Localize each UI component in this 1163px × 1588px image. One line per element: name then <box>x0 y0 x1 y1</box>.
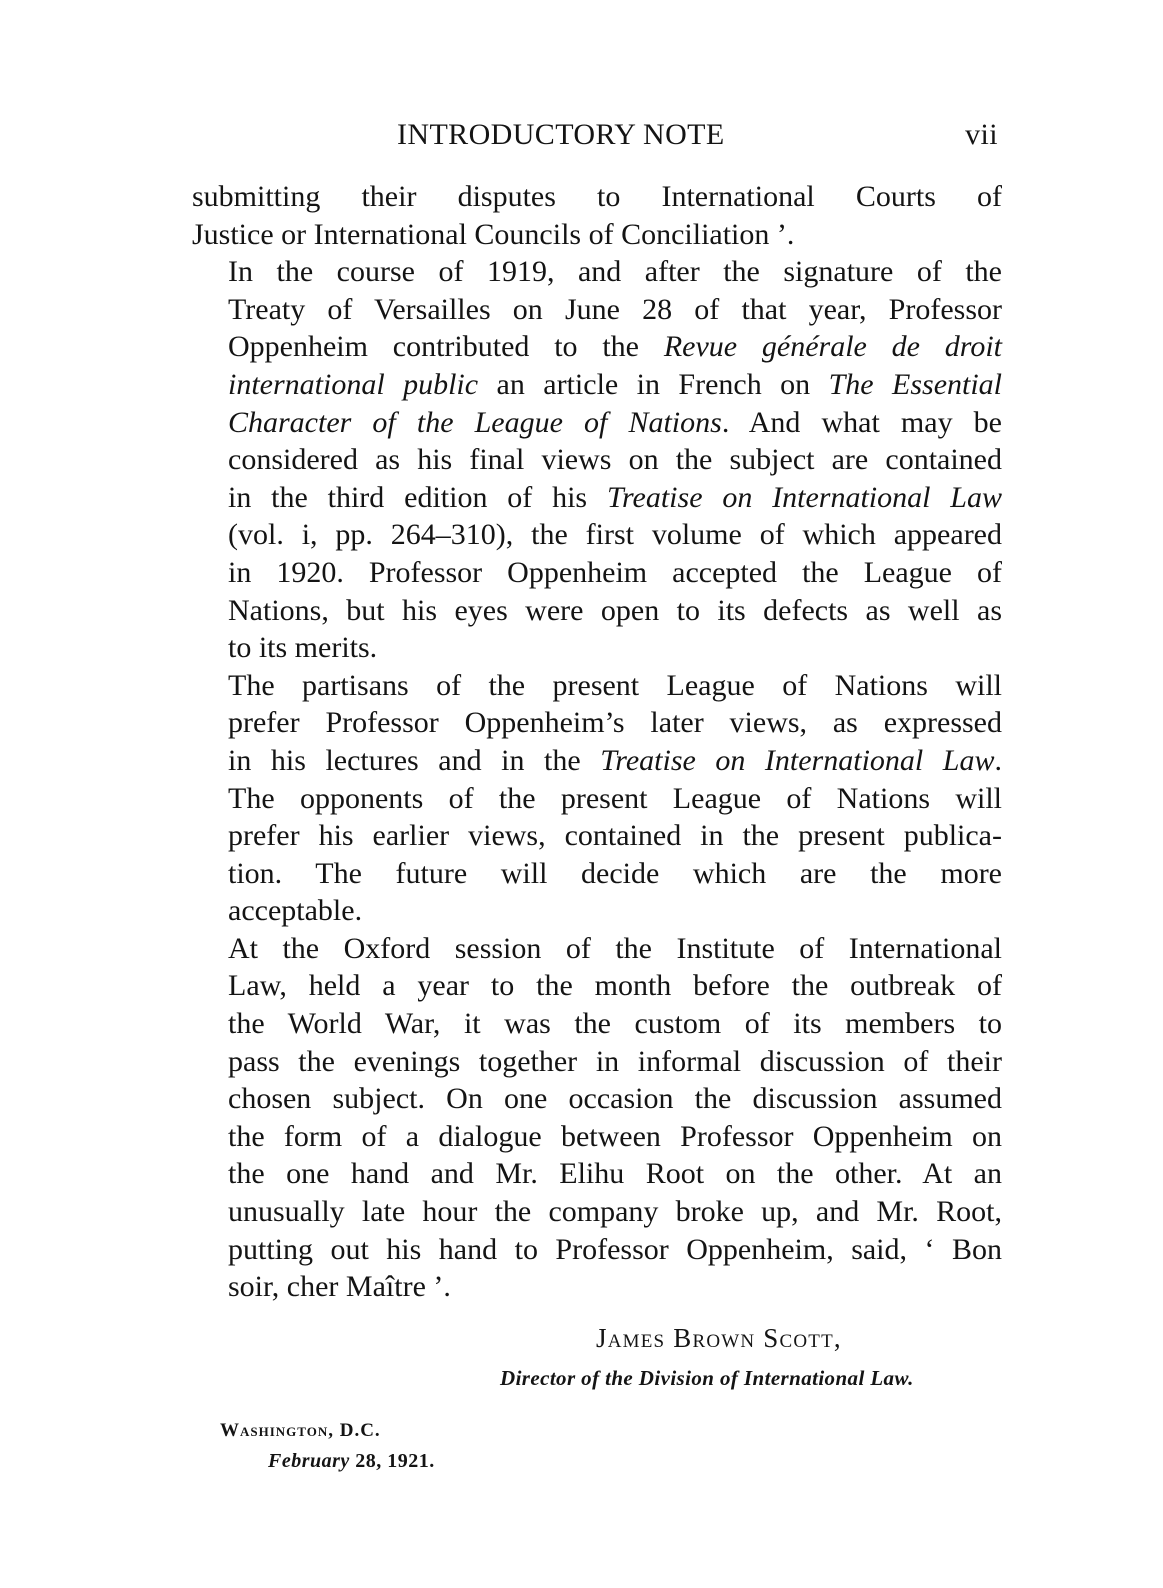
text-line <box>192 366 1002 404</box>
running-title: INTRODUCTORY NOTE <box>397 118 725 151</box>
text-line: Justice or International Councils of Conciliation ’. <box>192 217 795 251</box>
text-line: chosen subject. On one occasion the discussion assumed <box>228 1082 1002 1116</box>
text-line: At the Oxford session of the Institute of International <box>228 931 1002 965</box>
dateline-day-year: 28, 1921. <box>349 1450 435 1472</box>
text-line: tion. The future will decide which are the more <box>228 856 1002 890</box>
text-line: (vol. i, pp. 264–310), the first volume of which appeared <box>228 518 1002 552</box>
text-line: pass the evenings together in informal discussion of their <box>228 1044 1002 1078</box>
text-line: unusually late hour the company broke up, and Mr. Root, <box>228 1195 1002 1229</box>
dateline-month: February <box>268 1450 350 1472</box>
text-line <box>192 328 1002 366</box>
running-head <box>192 118 1002 162</box>
text-line: to its merits. <box>228 631 378 665</box>
italic-title: Revue générale de droit <box>663 330 1003 364</box>
text-line: acceptable. <box>228 894 363 928</box>
text-line: Treaty of Versailles on June 28 of that year, Professor <box>228 292 1002 326</box>
text-line <box>192 742 1002 780</box>
text-line: the World War, it was the custom of its members to <box>228 1007 1002 1041</box>
text-line: putting out his hand to Professor Oppenheim, said, ‘ Bon <box>228 1232 1002 1266</box>
text-line: Law, held a year to the month before the outbreak of <box>228 969 1002 1003</box>
paragraph-2 <box>192 253 1002 667</box>
text-line: Nations, but his eyes were open to its defects as well as <box>228 593 1002 627</box>
text-line: In the course of 1919, and after the signature of the <box>228 255 1002 289</box>
signature-name: James Brown Scott, <box>596 1323 842 1353</box>
italic-title: international public <box>228 367 479 401</box>
text-line: considered as his final views on the subject are contained <box>228 443 1002 477</box>
text-segment: in his lectures and in the <box>228 743 581 777</box>
text-line: soir, cher Maître ’. <box>228 1270 451 1304</box>
signature-title: Director of the Division of International Law. <box>500 1366 914 1390</box>
text-line <box>192 479 1002 517</box>
italic-title: Character of the League of Nations <box>228 405 722 439</box>
text-line: the form of a dialogue between Professor Oppenheim on <box>228 1119 1002 1153</box>
paragraph-1 <box>192 178 1002 253</box>
text-segment: Oppenheim contributed to the <box>228 330 639 364</box>
text-line: The partisans of the present League of Nations will <box>228 668 1002 702</box>
paragraph-4 <box>192 930 1002 1306</box>
paragraph-3 <box>192 667 1002 930</box>
italic-title: Treatise on International Law <box>606 480 1002 514</box>
text-segment: . <box>994 743 1002 777</box>
text-segment: . And what may be <box>721 405 1002 439</box>
text-line: submitting their disputes to International Courts of <box>192 180 1002 213</box>
dateline-date <box>268 1450 435 1473</box>
italic-title: Treatise on International Law <box>600 743 995 777</box>
text-line <box>192 404 1002 442</box>
body-text <box>192 178 1002 1306</box>
text-line: prefer his earlier views, contained in the present publica- <box>228 819 1002 853</box>
text-segment: in the third edition of his <box>228 480 588 514</box>
text-line: in 1920. Professor Oppenheim accepted the League of <box>228 555 1002 589</box>
text-line: The opponents of the present League of Nations will <box>228 781 1002 815</box>
dateline-place: Washington, D.C. <box>220 1420 381 1441</box>
text-line: the one hand and Mr. Elihu Root on the other. At an <box>228 1157 1002 1191</box>
italic-title: The Essential <box>828 367 1003 401</box>
page-number: vii <box>965 118 998 151</box>
text-segment: an article in French on <box>496 367 811 401</box>
text-line: prefer Professor Oppenheim’s later views, as expressed <box>228 706 1002 740</box>
